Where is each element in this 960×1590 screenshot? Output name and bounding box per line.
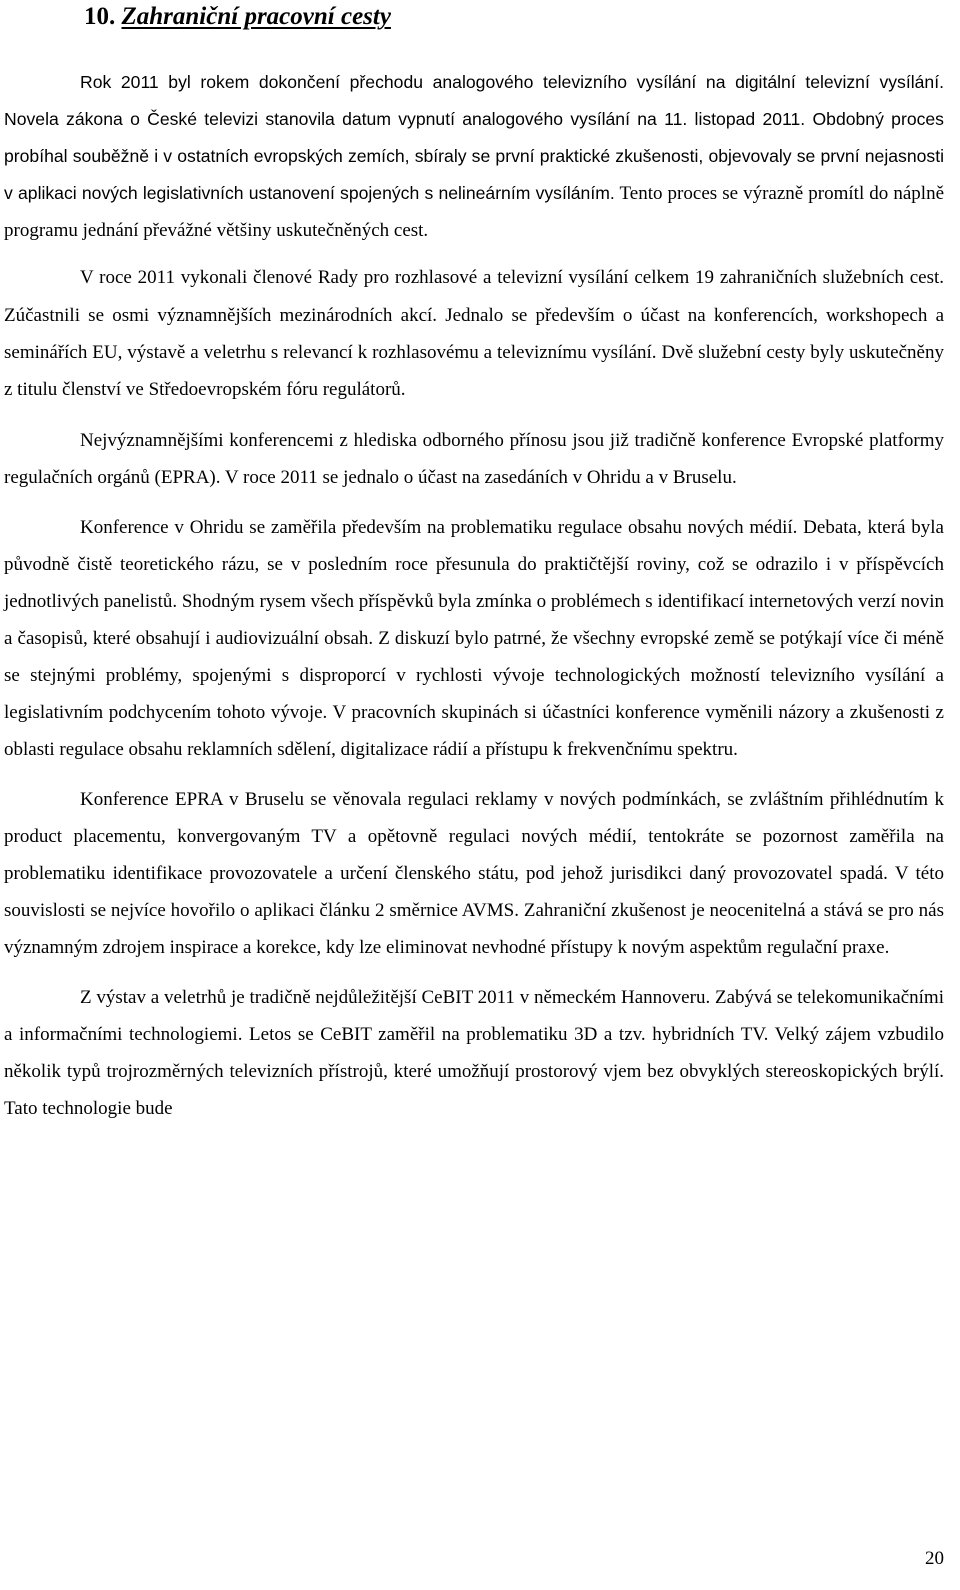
paragraph-text: Rok 2011 byl rokem dokončení přechodu analogového televizního vysílání na digitální televizní vysílání. Novela zákona o České televizi stanovila datum vypnutí analogového vysílání na 11. listopad 2011. bbox=[4, 72, 944, 130]
paragraph-text: Konference v Ohridu se zaměřila především na problematiku regulace obsahu nových médií. Debata, která byla původně čistě teoretického rázu, se v posledním roce přesunula do praktičtější roviny, což se odrazilo i v příspěvcích jednotlivých panelistů. Shodným rysem všech příspěvků byla zmínka o problémech s identifikací internetových verzí novin a časopisů, které obsahují i audiovizuální obsah. Z diskuzí bylo patrné, že všechny evropské země se potýkají více či méně se stejnými problémy, spojenými s disproporcí v rychlosti vývoje technologických možností televizního vysílání a legislativním podchycením tohoto vývoje. V pracovních skupinách si účastníci konference vyměnili názory a zkušenosti z oblasti regulace obsahu reklamních sdělení, digitalizace rádií a přístupu k frekvenčnímu spektru. bbox=[4, 516, 944, 761]
paragraph-brussels-conference bbox=[4, 781, 944, 966]
paragraph-text: Obdobný proces probíhal souběžně i v ostatních evropských zemích, sbíraly se první praktické zkušenosti, objevovaly se první nejasnosti v aplikaci nových legislativních ustanovení spojených s nelineárním vysíláním. bbox=[4, 109, 944, 204]
section-number: 10. bbox=[84, 3, 116, 30]
paragraph-digital-transition bbox=[4, 64, 944, 249]
paragraph-business-trips bbox=[4, 259, 944, 407]
document-body bbox=[4, 64, 944, 1140]
paragraph-text: Nejvýznamnějšími konferencemi z hlediska odborného přínosu jsou již tradičně konference Evropské platformy regulačních orgánů (EPRA). V roce 2011 se jednalo o účast na zasedáních v Ohridu a v Bruselu. bbox=[4, 429, 944, 488]
paragraph-text: Tento proces se výrazně promítl do náplně programu jednání převážné většiny uskutečněných cest. bbox=[4, 183, 945, 242]
section-title: Zahraniční pracovní cesty bbox=[121, 3, 391, 30]
paragraph-text: V roce 2011 vykonali členové Rady pro rozhlasové a televizní vysílání celkem 19 zahraničních služebních cest. Zúčastnili se osmi významnějších mezinárodních akcí. Jednalo se především o účast na konferencích, workshopech a seminářích EU, výstavě a veletrhu s relevancí k rozhlasovému a televiznímu vysílání. Dvě služební cesty byly uskutečněny z titulu členství ve Středoevropském fóru regulátorů. bbox=[4, 267, 944, 400]
page-number: 20 bbox=[925, 1548, 944, 1569]
section-heading bbox=[84, 0, 391, 34]
paragraph-ohrid-conference bbox=[4, 509, 944, 769]
paragraph-epra-conferences bbox=[4, 422, 944, 496]
paragraph-cebit-fair bbox=[4, 979, 944, 1127]
paragraph-text: Z výstav a veletrhů je tradičně nejdůležitější CeBIT 2011 v německém Hannoveru. Zabývá se telekomunikačními a informačními technologiemi. Letos se CeBIT zaměřil na problematiku 3D a tzv. hybridních TV. Velký zájem vzbudilo několik typů trojrozměrných televizních přístrojů, které umožňují prostorový vjem bez obvyklých stereoskopických brýlí. Tato technologie bude bbox=[4, 986, 944, 1120]
paragraph-text: Konference EPRA v Bruselu se věnovala regulaci reklamy v nových podmínkách, se zvláštním přihlédnutím k product placementu, konvergovaným TV a opětovně regulaci nových médií, tentokráte se pozornost zaměřila na problematiku identifikace provozovatele a určení členského státu, pod jehož jurisdikci daný provozovatel spadá. V této souvislosti se nejvíce hovořilo o aplikaci článku 2 směrnice AVMS. Zahraniční zkušenost je neocenitelná a stává se pro nás významným zdrojem inspirace a korekce, kdy lze eliminovat nevhodné přístupy k novým aspektům regulační praxe. bbox=[4, 788, 944, 959]
